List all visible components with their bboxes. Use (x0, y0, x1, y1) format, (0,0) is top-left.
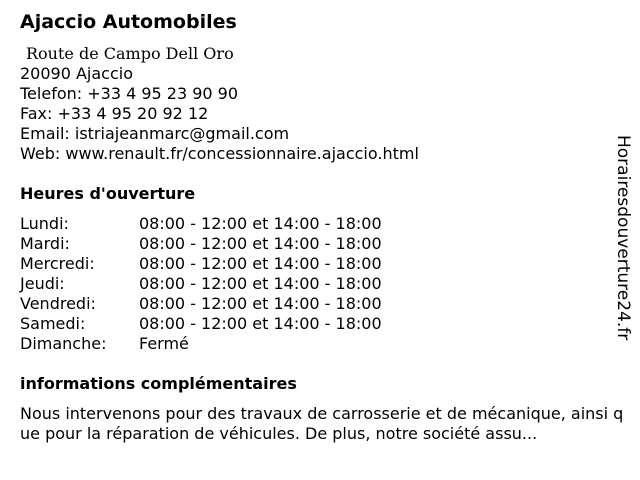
hours-day: Samedi: (20, 314, 86, 333)
hours-day: Mercredi: (20, 254, 95, 273)
hours-row (20, 254, 460, 274)
hours-time: Fermé (139, 334, 189, 353)
hours-time: 08:00 - 12:00 et 14:00 - 18:00 (139, 254, 382, 273)
email-address: Email: istriajeanmarc@gmail.com (20, 124, 290, 143)
hours-row (20, 334, 460, 354)
hours-time: 08:00 - 12:00 et 14:00 - 18:00 (139, 314, 382, 333)
hours-time: 08:00 - 12:00 et 14:00 - 18:00 (139, 234, 382, 253)
fax-number: Fax: +33 4 95 20 92 12 (20, 104, 209, 123)
phone-number: Telefon: +33 4 95 23 90 90 (20, 84, 239, 103)
contact-block (20, 44, 419, 164)
hours-day: Dimanche: (20, 334, 107, 353)
hours-time: 08:00 - 12:00 et 14:00 - 18:00 (139, 274, 382, 293)
hours-day: Lundi: (20, 214, 69, 233)
hours-table (20, 214, 460, 354)
hours-row (20, 274, 460, 294)
hours-row (20, 214, 460, 234)
hours-day: Vendredi: (20, 294, 96, 313)
hours-time: 08:00 - 12:00 et 14:00 - 18:00 (139, 214, 382, 233)
address-city: 20090 Ajaccio (20, 64, 134, 83)
hours-heading: Heures d'ouverture (20, 184, 196, 203)
info-description: Nous intervenons pour des travaux de carrosserie et de mécanique, ainsi que pour la réparation de véhicules. De plus, notre société assu... (20, 404, 624, 443)
info-heading: informations complémentaires (20, 374, 297, 393)
hours-row (20, 294, 460, 314)
business-name: Ajaccio Automobiles (20, 11, 237, 33)
watermark (610, 135, 636, 375)
hours-row (20, 234, 460, 254)
website-url: Web: www.renault.fr/concessionnaire.ajaccio.html (20, 144, 419, 163)
hours-day: Mardi: (20, 234, 70, 253)
hours-row (20, 314, 460, 334)
hours-day: Jeudi: (20, 274, 65, 293)
hours-time: 08:00 - 12:00 et 14:00 - 18:00 (139, 294, 382, 313)
address-street: Route de Campo Dell Oro (26, 44, 234, 63)
watermark-text: Horairesdouverture24.fr (613, 135, 633, 341)
